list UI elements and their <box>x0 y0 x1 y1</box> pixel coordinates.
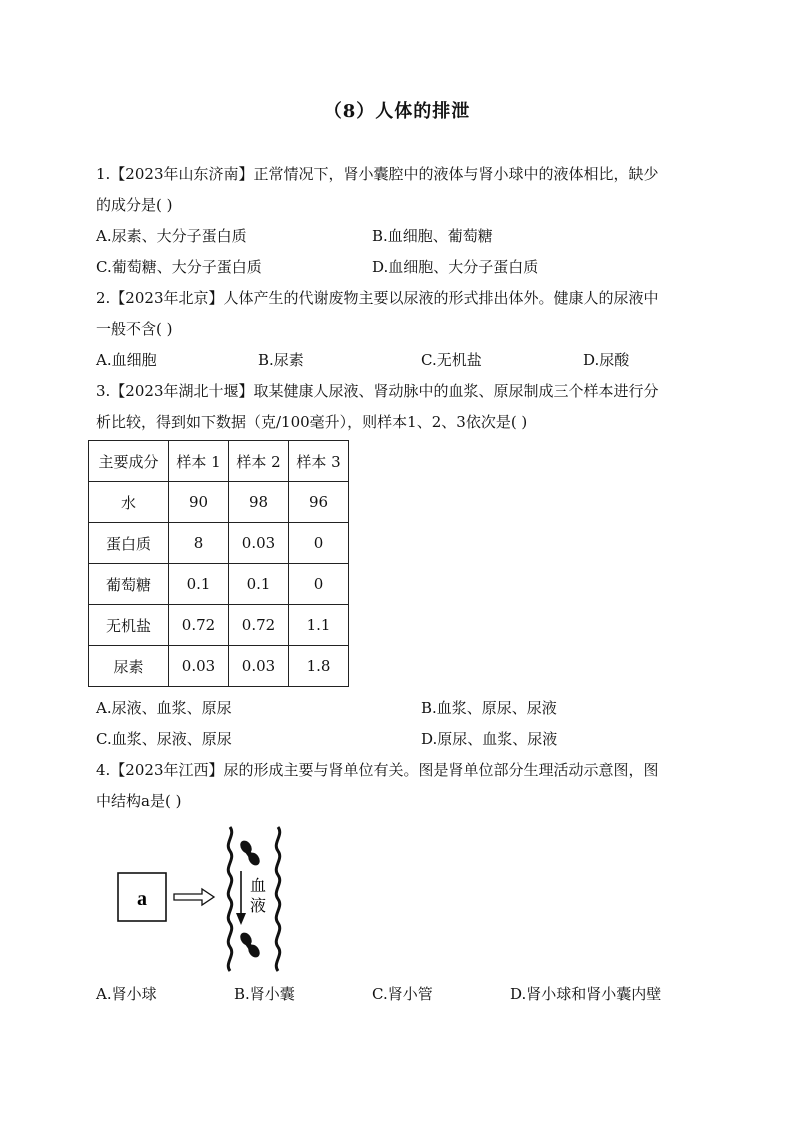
blood-cell-icon <box>238 838 262 867</box>
question-1-stem-line-2: 的成分是( ) <box>96 196 173 214</box>
vessel-wall-left <box>228 827 231 971</box>
question-2-option-d: D.尿酸 <box>583 351 630 369</box>
question-3-option-d: D.原尿、血浆、尿液 <box>421 730 558 748</box>
question-2-option-a: A.血细胞 <box>96 351 157 369</box>
table-row <box>89 482 349 523</box>
table-cell: 8 <box>169 523 229 564</box>
table-cell: 葡萄糖 <box>89 564 169 605</box>
blood-cell-icon <box>238 930 262 959</box>
table-cell: 0.03 <box>229 646 289 687</box>
question-2-option-b: B.尿素 <box>258 351 304 369</box>
table-cell: 90 <box>169 482 229 523</box>
table-cell: 98 <box>229 482 289 523</box>
table-cell: 0.03 <box>229 523 289 564</box>
question-2-option-c: C.无机盐 <box>421 351 482 369</box>
question-3-option-b: B.血浆、原尿、尿液 <box>421 699 557 717</box>
question-1-option-d: D.血细胞、大分子蛋白质 <box>372 258 539 276</box>
question-4-option-d: D.肾小球和肾小囊内壁 <box>510 985 662 1003</box>
vessel-label-blood-1: 血 <box>249 876 267 895</box>
question-4-stem-line-1: 4.【2023年江西】尿的形成主要与肾单位有关。图是肾单位部分生理活动示意图，图 <box>96 761 659 779</box>
table-cell: 尿素 <box>89 646 169 687</box>
table-row <box>89 646 349 687</box>
table-row <box>89 605 349 646</box>
composition-table <box>88 440 349 687</box>
table-header-cell: 主要成分 <box>89 441 169 482</box>
question-3-option-c: C.血浆、尿液、原尿 <box>96 730 232 748</box>
vessel-wall-right <box>276 827 279 971</box>
question-4-option-a: A.肾小球 <box>96 985 157 1003</box>
question-3-stem-line-2: 析比较，得到如下数据（克/100毫升），则样本1、2、3依次是( ) <box>96 413 528 431</box>
table-cell: 1.1 <box>289 605 349 646</box>
nephron-diagram <box>110 825 310 975</box>
table-row <box>89 523 349 564</box>
table-cell: 0 <box>289 523 349 564</box>
table-cell: 0.03 <box>169 646 229 687</box>
question-2-stem-line-2: 一般不含( ) <box>96 320 173 338</box>
vessel-label-blood-2: 液 <box>249 896 267 915</box>
question-3-option-a: A.尿液、血浆、原尿 <box>96 699 232 717</box>
table-cell: 无机盐 <box>89 605 169 646</box>
arrow-down-icon <box>236 913 246 925</box>
question-4-stem-line-2: 中结构a是( ) <box>96 792 182 810</box>
question-1-option-a: A.尿素、大分子蛋白质 <box>96 227 247 245</box>
question-1-option-c: C.葡萄糖、大分子蛋白质 <box>96 258 262 276</box>
question-1-stem-line-1: 1.【2023年山东济南】正常情况下，肾小囊腔中的液体与肾小球中的液体相比，缺少 <box>96 165 659 183</box>
question-3-stem-line-1: 3.【2023年湖北十堰】取某健康人尿液、肾动脉中的血浆、原尿制成三个样本进行分 <box>96 382 659 400</box>
table-cell: 蛋白质 <box>89 523 169 564</box>
question-2-stem-line-1: 2.【2023年北京】人体产生的代谢废物主要以尿液的形式排出体外。健康人的尿液中 <box>96 289 659 307</box>
table-cell: 0.1 <box>229 564 289 605</box>
hollow-arrow-icon <box>174 889 214 905</box>
table-header-row <box>89 441 349 482</box>
question-4-option-b: B.肾小囊 <box>234 985 295 1003</box>
table-cell: 1.8 <box>289 646 349 687</box>
table-cell: 0.72 <box>229 605 289 646</box>
table-row <box>89 564 349 605</box>
table-cell: 96 <box>289 482 349 523</box>
table-cell: 0 <box>289 564 349 605</box>
table-cell: 0.1 <box>169 564 229 605</box>
question-4-option-c: C.肾小管 <box>372 985 433 1003</box>
table-cell: 0.72 <box>169 605 229 646</box>
page-title: （8）人体的排泄 <box>323 101 471 122</box>
table-header-cell: 样本 3 <box>289 441 349 482</box>
table-header-cell: 样本 1 <box>169 441 229 482</box>
question-1-option-b: B.血细胞、葡萄糖 <box>372 227 493 245</box>
table-cell: 水 <box>89 482 169 523</box>
structure-a-label: a <box>137 888 147 910</box>
table-header-cell: 样本 2 <box>229 441 289 482</box>
